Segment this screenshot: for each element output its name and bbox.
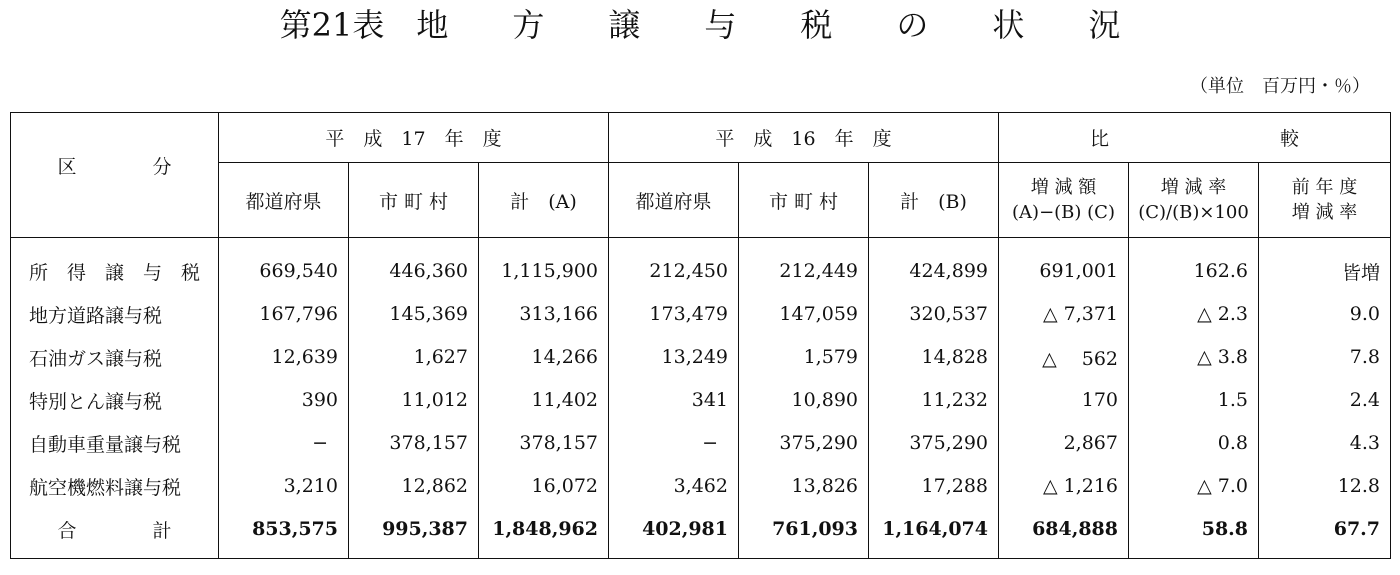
table-row: [11, 293, 1391, 336]
cell-municipalities-16: 147,059: [739, 293, 869, 336]
header-prev-year-rate-line2: 増 減 率: [1291, 202, 1358, 223]
cell-municipalities-17: 11,012: [349, 379, 479, 422]
cell-total-b: 424,899: [869, 250, 999, 293]
cell-municipalities-17: 378,157: [349, 422, 479, 465]
cell-municipalities-16: 13,826: [739, 465, 869, 508]
row-label: 航空機燃料譲与税: [29, 476, 182, 499]
header-total-a: 計 (A): [479, 163, 609, 238]
cell-difference: △ 562: [999, 336, 1129, 379]
cell-change-rate: 162.6: [1129, 250, 1259, 293]
cell-prev-year-rate: 皆増: [1259, 250, 1391, 293]
cell-municipalities-16: 1,579: [739, 336, 869, 379]
cell-prefectures-16: 173,479: [609, 293, 739, 336]
header-municipalities-16: 市 町 村: [739, 163, 869, 238]
cell-prefectures-17: 669,540: [219, 250, 349, 293]
cell-prefectures-16: 212,450: [609, 250, 739, 293]
cell-total-a: 378,157: [479, 422, 609, 465]
cell-municipalities-16: 212,449: [739, 250, 869, 293]
cell-prefectures-17: 853,575: [219, 508, 349, 551]
cell-prefectures-16: 341: [609, 379, 739, 422]
cell-total-a: 313,166: [479, 293, 609, 336]
cell-prefectures-17: −: [219, 422, 349, 465]
cell-prev-year-rate: 12.8: [1259, 465, 1391, 508]
cell-change-rate: △ 2.3: [1129, 293, 1259, 336]
cell-total-b: 375,290: [869, 422, 999, 465]
cell-difference: △ 1,216: [999, 465, 1129, 508]
page-title: 第21表 地 方 譲 与 税 の 状 況: [279, 6, 1121, 44]
cell-prev-year-rate: 9.0: [1259, 293, 1391, 336]
row-label: 特別とん譲与税: [29, 390, 163, 413]
table-row: [11, 422, 1391, 465]
cell-total-b: 320,537: [869, 293, 999, 336]
cell-difference: 2,867: [999, 422, 1129, 465]
row-label: 自動車重量譲与税: [29, 433, 182, 456]
header-kubun: 区 分: [11, 113, 219, 238]
table-row: [11, 379, 1391, 422]
row-label-total: 合 計: [57, 519, 172, 542]
cell-prev-year-rate: 2.4: [1259, 379, 1391, 422]
row-label: 所 得 譲 与 税: [29, 261, 201, 284]
row-label: 石油ガス譲与税: [29, 347, 163, 370]
cell-municipalities-16: 375,290: [739, 422, 869, 465]
cell-change-rate: △ 3.8: [1129, 336, 1259, 379]
cell-total-b: 11,232: [869, 379, 999, 422]
cell-change-rate: 1.5: [1129, 379, 1259, 422]
cell-total-a: 14,266: [479, 336, 609, 379]
cell-prefectures-17: 3,210: [219, 465, 349, 508]
cell-prefectures-17: 167,796: [219, 293, 349, 336]
cell-total-a: 16,072: [479, 465, 609, 508]
header-difference-line1: 増 減 額: [1030, 177, 1097, 198]
cell-municipalities-17: 12,862: [349, 465, 479, 508]
cell-municipalities-16: 10,890: [739, 379, 869, 422]
cell-difference: 170: [999, 379, 1129, 422]
cell-total-b: 14,828: [869, 336, 999, 379]
cell-prefectures-17: 12,639: [219, 336, 349, 379]
cell-municipalities-17: 1,627: [349, 336, 479, 379]
header-change-rate-line2: (C)/(B)×100: [1138, 202, 1249, 223]
unit-note: （単位 百万円・％）: [1190, 76, 1370, 97]
cell-difference: 691,001: [999, 250, 1129, 293]
header-difference: [999, 163, 1129, 238]
header-prefectures-17: 都道府県: [219, 163, 349, 238]
cell-total-b: 1,164,074: [869, 508, 999, 551]
total-row: [11, 508, 1391, 551]
cell-prefectures-16: 13,249: [609, 336, 739, 379]
cell-difference: 684,888: [999, 508, 1129, 551]
header-total-b: 計 (B): [869, 163, 999, 238]
cell-change-rate: △ 7.0: [1129, 465, 1259, 508]
cell-prev-year-rate: 7.8: [1259, 336, 1391, 379]
cell-total-b: 17,288: [869, 465, 999, 508]
cell-prefectures-17: 390: [219, 379, 349, 422]
cell-municipalities-17: 995,387: [349, 508, 479, 551]
cell-municipalities-16: 761,093: [739, 508, 869, 551]
cell-total-a: 1,848,962: [479, 508, 609, 551]
cell-prev-year-rate: 4.3: [1259, 422, 1391, 465]
cell-prefectures-16: −: [609, 422, 739, 465]
cell-municipalities-17: 145,369: [349, 293, 479, 336]
cell-change-rate: 58.8: [1129, 508, 1259, 551]
cell-prev-year-rate: 67.7: [1259, 508, 1391, 551]
header-fy16: 平 成 16 年 度: [609, 113, 999, 163]
header-difference-line2: (A)−(B) (C): [1012, 202, 1115, 223]
cell-change-rate: 0.8: [1129, 422, 1259, 465]
header-prev-year-rate: [1259, 163, 1391, 238]
table-row: [11, 336, 1391, 379]
header-change-rate: [1129, 163, 1259, 238]
cell-municipalities-17: 446,360: [349, 250, 479, 293]
header-change-rate-line1: 増 減 率: [1160, 177, 1227, 198]
local-transfer-tax-table: [10, 112, 1391, 559]
table-row: [11, 465, 1391, 508]
cell-total-a: 1,115,900: [479, 250, 609, 293]
row-label: 地方道路譲与税: [29, 304, 163, 327]
cell-total-a: 11,402: [479, 379, 609, 422]
header-fy17: 平 成 17 年 度: [219, 113, 609, 163]
cell-difference: △ 7,371: [999, 293, 1129, 336]
header-comparison: 比 較: [999, 113, 1391, 163]
cell-prefectures-16: 402,981: [609, 508, 739, 551]
table-row: [11, 250, 1391, 293]
header-prefectures-16: 都道府県: [609, 163, 739, 238]
header-prev-year-rate-line1: 前 年 度: [1291, 177, 1358, 198]
header-municipalities-17: 市 町 村: [349, 163, 479, 238]
cell-prefectures-16: 3,462: [609, 465, 739, 508]
